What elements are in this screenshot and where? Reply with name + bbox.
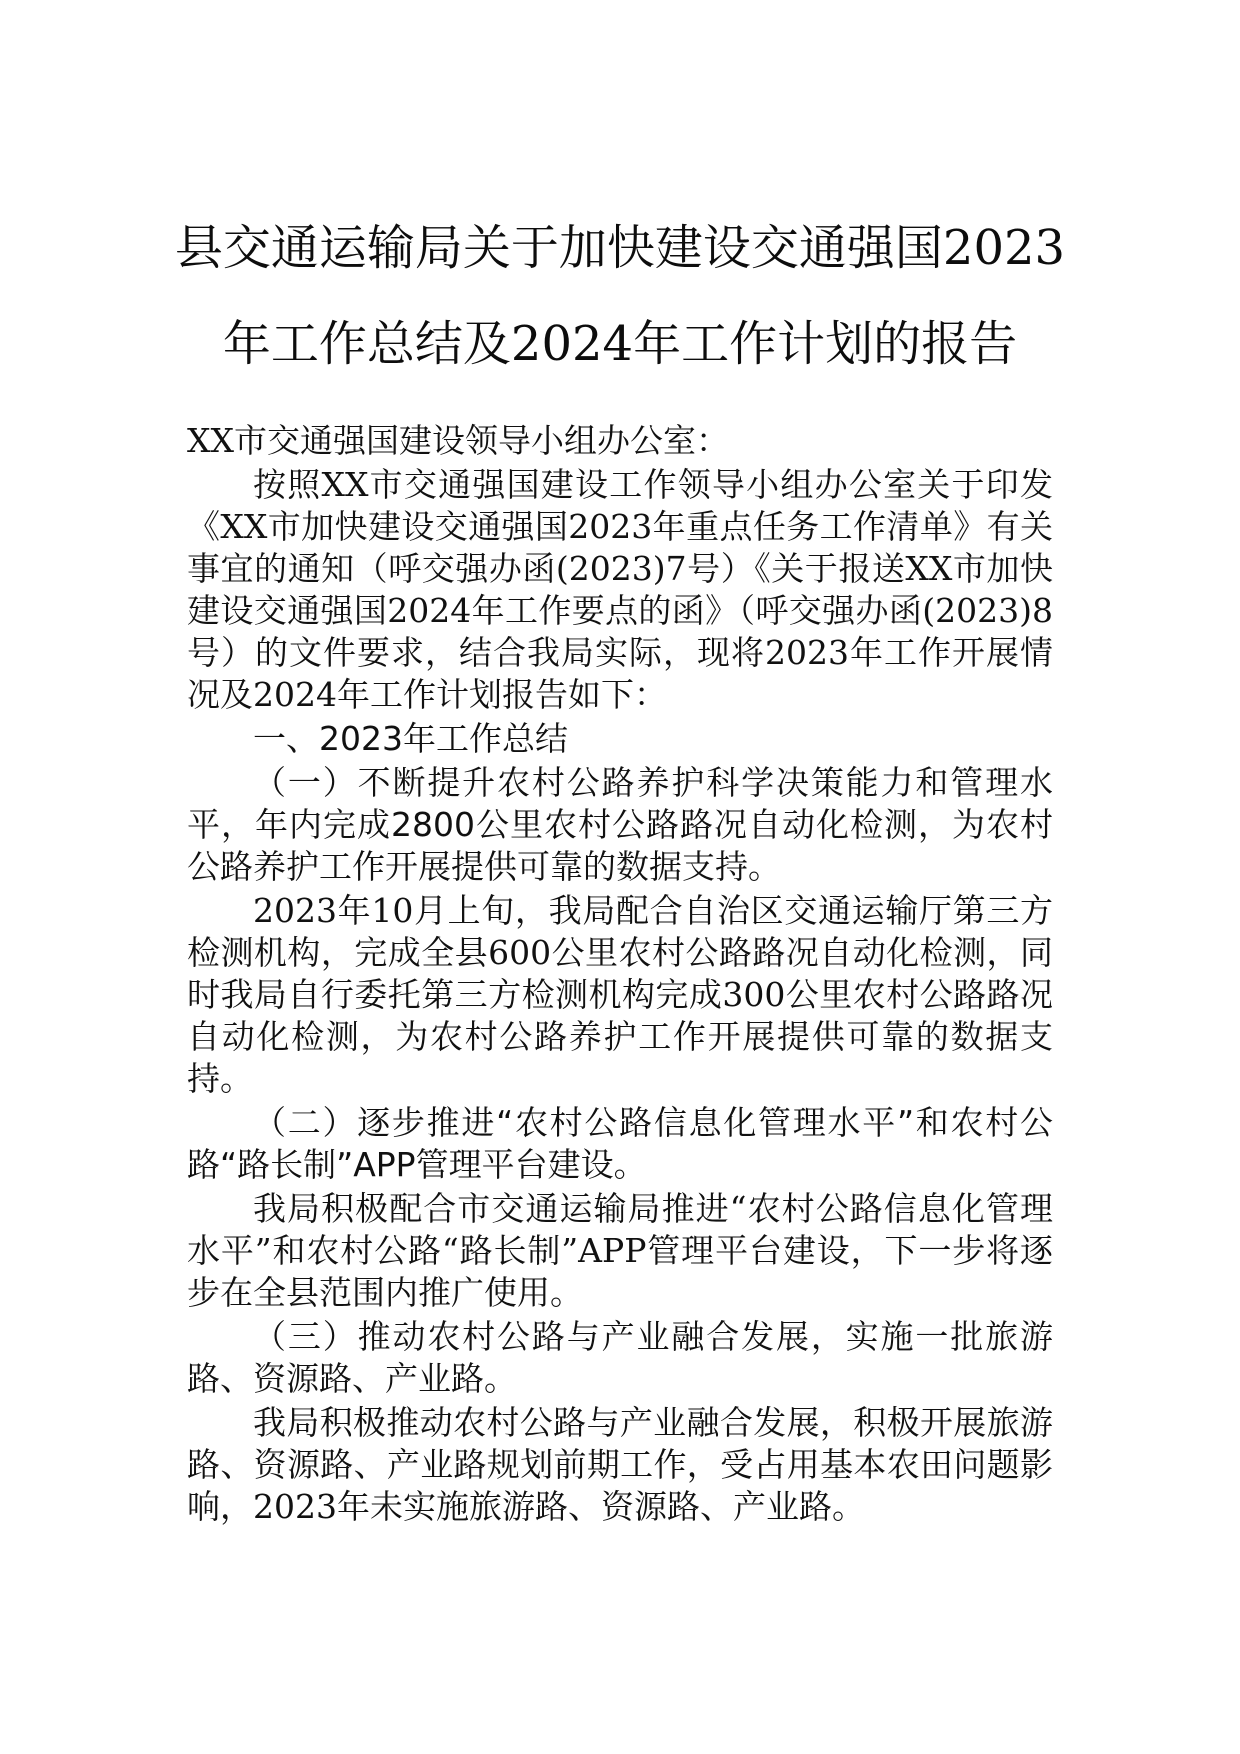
document-body xyxy=(187,420,1053,1530)
section-heading: 一、2023年工作总结 xyxy=(253,719,568,758)
title-line-1: 县交通运输局关于加快建设交通强国2023 xyxy=(174,220,1066,276)
intro-paragraph: 按照XX市交通强国建设工作领导小组办公室关于印发《XX市加快建设交通强国2023年重点任务工作清单》有关事宜的通知（呼交强办函(2023)7号）《关于报送XX市加快建设交通强国2024年工作要点的函》（呼交强办函(2023)8号）的文件要求，结合我局实际，现将2023年工作开展情况及2024年工作计划报告如下： xyxy=(187,465,1053,714)
subsection-heading-1: （一）不断提升农村公路养护科学决策能力和管理水平，年内完成2800公里农村公路路况自动化检测，为农村公路养护工作开展提供可靠的数据支持。 xyxy=(187,763,1053,886)
title-line-2: 年工作总结及2024年工作计划的报告 xyxy=(222,316,1018,372)
subsection-heading-2: （二）逐步推进“农村公路信息化管理水平”和农村公路“路长制”APP管理平台建设。 xyxy=(187,1103,1053,1184)
salutation: XX市交通强国建设领导小组办公室： xyxy=(187,421,729,460)
document-title xyxy=(150,200,1090,392)
body-paragraph-1: 2023年10月上旬，我局配合自治区交通运输厅第三方检测机构，完成全县600公里农村公路路况自动化检测，同时我局自行委托第三方检测机构完成300公里农村公路路况自动化检测，为农村公路养护工作开展提供可靠的数据支持。 xyxy=(187,891,1053,1098)
body-paragraph-3: 我局积极推动农村公路与产业融合发展，积极开展旅游路、资源路、产业路规划前期工作，受占用基本农田问题影响，2023年未实施旅游路、资源路、产业路。 xyxy=(187,1403,1053,1526)
body-paragraph-2: 我局积极配合市交通运输局推进“农村公路信息化管理水平”和农村公路“路长制”APP管理平台建设，下一步将逐步在全县范围内推广使用。 xyxy=(187,1189,1053,1312)
subsection-heading-3: （三）推动农村公路与产业融合发展，实施一批旅游路、资源路、产业路。 xyxy=(187,1317,1053,1398)
